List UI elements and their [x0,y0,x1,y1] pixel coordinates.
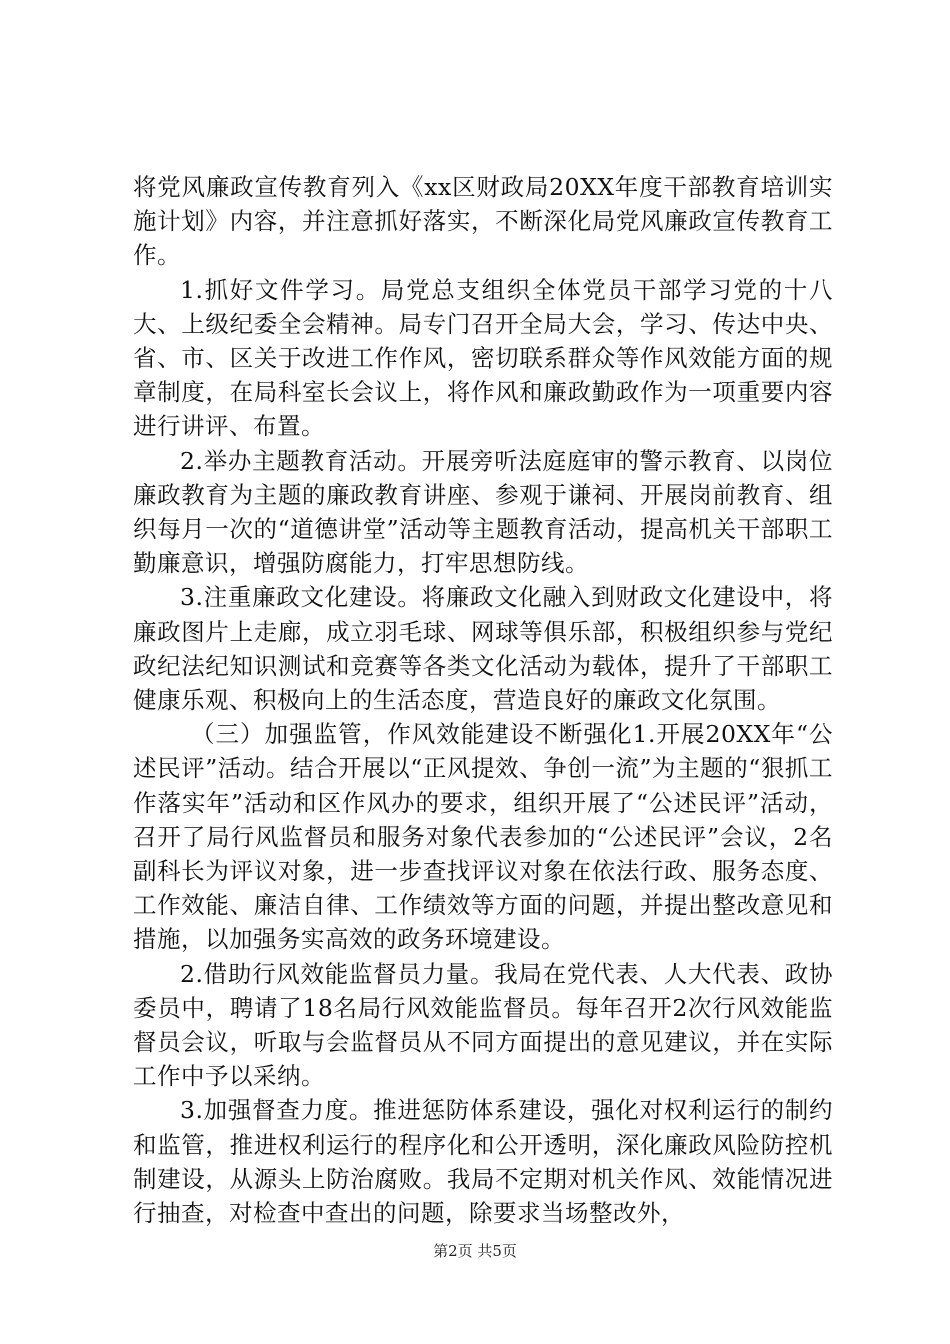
paragraph-section-three: （三）加强监管，作风效能建设不断强化1.开展20XX年“公述民评”活动。结合开展以“正风提效、争创一流”为主题的“狠抓工作落实年”活动和区作风办的要求，组织开展了“公述民评”活动，召开了局行风监督员和服务对象代表参加的“公述民评”会议，2名副科长为评议对象，进一步查找评议对象在依法行政、服务态度、工作效能、廉洁自律、工作绩效等方面的问题，并提出整改意见和措施，以加强务实高效的政务环境建设。 [133,720,833,954]
document-body [133,170,833,1230]
paragraph-supervisors: 2.借助行风效能监督员力量。我局在党代表、人大代表、政协委员中，聘请了18名局行风效能监督员。每年召开2次行风效能监督员会议，听取与会监督员从不同方面提出的意见建议，并在实际工作中予以采纳。 [133,959,833,1091]
paragraph-culture-building: 3.注重廉政文化建设。将廉政文化融入到财政文化建设中，将廉政图片上走廊，成立羽毛球、网球等俱乐部，积极组织参与党纪政纪法纪知识测试和竞赛等各类文化活动为载体，提升了干部职工健康乐观、积极向上的生活态度，营造良好的廉政文化氛围。 [133,583,833,715]
paragraph-file-study: 1.抓好文件学习。局党总支组织全体党员干部学习党的十八大、上级纪委全会精神。局专门召开全局大会，学习、传达中央、省、市、区关于改进工作作风，密切联系群众等作风效能方面的规章制度，在局科室长会议上，将作风和廉政勤政作为一项重要内容进行讲评、布置。 [133,275,833,441]
paragraph-continued: 将党风廉政宣传教育列入《xx区财政局20XX年度干部教育培训实施计划》内容，并注意抓好落实，不断深化局党风廉政宣传教育工作。 [133,173,833,270]
page-number: 第2页 共5页 [433,1242,517,1260]
paragraph-theme-education: 2.举办主题教育活动。开展旁听法庭庭审的警示教育、以岗位廉政教育为主题的廉政教育讲座、参观于谦祠、开展岗前教育、组织每月一次的“道德讲堂”活动等主题教育活动，提高机关干部职工勤廉意识，增强防腐能力，打牢思想防线。 [133,446,833,578]
page-footer [0,1241,950,1261]
paragraph-inspection: 3.加强督查力度。推进惩防体系建设，强化对权利运行的制约和监管，推进权利运行的程序化和公开透明，深化廉政风险防控机制建设，从源头上防治腐败。我局不定期对机关作风、效能情况进行抽查，对检查中查出的问题，除要求当场整改外， [133,1096,833,1228]
